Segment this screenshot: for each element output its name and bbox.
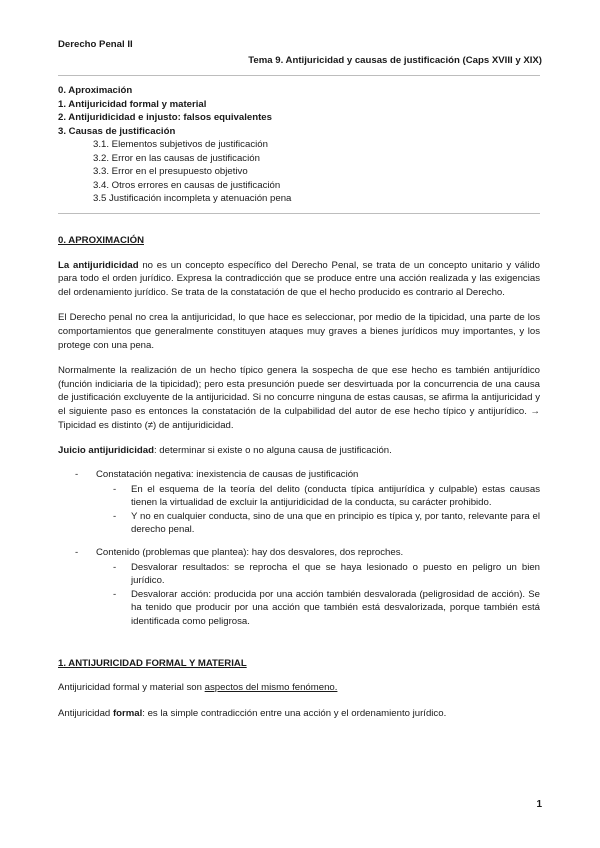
- paragraph: [58, 259, 540, 300]
- dash-bullet: -: [113, 483, 117, 495]
- dash-bullet: -: [113, 588, 117, 600]
- list-item-text: Contenido (problemas que plantea): hay dos desvalores, dos reproches.: [96, 546, 404, 558]
- document-body: [58, 234, 540, 732]
- paragraph: El Derecho penal no crea la antijuricidad, lo que hace es seleccionar, por medio de la tipicidad, una parte de los comportamientos que generalmente constituyen ataques muy graves a bienes jurídicos muy importantes, y los protege con una pena.: [58, 312, 540, 351]
- toc-item: 1. Antijuricidad formal y material: [58, 98, 207, 110]
- sub-list-item-text: En el esquema de la teoría del delito (conducta típica antijurídica y culpable) estas causas tienen la virtualidad de excluir la antijuridicidad de la conducta, su carácter prohibido.: [131, 483, 540, 509]
- paragraph: [58, 707, 540, 721]
- underlined-phrase: aspectos del mismo fenómeno.: [204, 682, 338, 694]
- paragraph-text: : es la simple contradicción entre una acción y el ordenamiento jurídico.: [142, 707, 447, 719]
- list-item: [58, 468, 540, 537]
- term-antijuridicidad: La antijuridicidad: [58, 259, 139, 271]
- dash-bullet: -: [113, 510, 117, 522]
- header-rule: [58, 75, 540, 76]
- course-header: Derecho Penal II: [58, 39, 133, 50]
- toc-rule: [58, 213, 540, 214]
- tipicidad-note: → Tipicidad es distinto (≠) de antijuridicidad.: [58, 406, 540, 431]
- section-title-formal-material: 1. ANTIJURICIDAD FORMAL Y MATERIAL: [58, 657, 247, 669]
- toc-subitem: 3.4. Otros errores en causas de justificación: [93, 179, 281, 191]
- bullet-list: [58, 468, 540, 629]
- sub-list-item: [96, 483, 540, 510]
- sub-list-item: [96, 561, 540, 588]
- sub-list-item-text: Desvalorar resultados: se reprocha el que se haya lesionado o puesto en peligro un bien jurídico.: [131, 561, 540, 587]
- toc-subitem: 3.1. Elementos subjetivos de justificación: [93, 139, 268, 150]
- term-juicio: Juicio antijuridicidad: [58, 445, 154, 457]
- paragraph-text: no es un concepto específico del Derecho Penal, se trata de un concepto unitario y válido para todo el orden jurídico. Expresa la contradicción que se produce entre una acción realizada y las exigencias del ordenamiento jurídico. Se trata de la constatación de que el hecho producido es contrario al Derecho.: [58, 259, 540, 298]
- dash-bullet: -: [75, 546, 79, 558]
- table-of-contents: [58, 84, 540, 206]
- dash-bullet: -: [113, 561, 117, 573]
- list-item-text: Constatación negativa: inexistencia de causas de justificación: [96, 468, 359, 480]
- toc-subitem: 3.2. Error en las causas de justificación: [93, 152, 260, 164]
- sub-list-item-text: Desvalorar acción: producida por una acción también desvalorada (peligrosidad de acción). Se ha tenido que producir por una acción que también está desvalorizada, porque también está identificada como peligrosa.: [131, 588, 540, 628]
- toc-subitem: 3.3. Error en el presupuesto objetivo: [93, 166, 248, 177]
- paragraph-text: Antijuricidad: [58, 707, 113, 719]
- term-formal: formal: [112, 707, 143, 719]
- sub-bullet-list: [96, 483, 540, 537]
- page-number: 1: [536, 799, 542, 810]
- paragraph: [58, 364, 540, 432]
- list-item: [58, 546, 540, 629]
- toc-item: 3. Causas de justificación: [58, 125, 176, 137]
- paragraph-text: Antijuricidad formal y material son: [58, 682, 205, 694]
- toc-subitem: 3.5 Justificación incompleta y atenuación pena: [93, 193, 292, 204]
- paragraph-text: : determinar si existe o no alguna causa de justificación.: [153, 445, 392, 457]
- topic-header: Tema 9. Antijuricidad y causas de justificación (Caps XVIII y XIX): [248, 55, 542, 66]
- sub-list-item: [96, 588, 540, 629]
- dash-bullet: -: [75, 468, 79, 480]
- sub-list-item-text: Y no en cualquier conducta, sino de una que en principio es típica y, por tanto, relevante para el derecho penal.: [131, 510, 540, 536]
- paragraph: [58, 444, 540, 458]
- section-title-aproximacion: 0. APROXIMACIÓN: [58, 235, 144, 246]
- sub-bullet-list: [96, 561, 540, 629]
- paragraph: [58, 681, 540, 695]
- paragraph-text: Normalmente la realización de un hecho típico genera la sospecha de que ese hecho es también antijurídico (función indiciaria de la tipicidad); pero esta presunción puede ser desvirtuada por la concurrencia de una causa de justificación excluyente de la antijuricidad. Si no concurre ninguna de estas causas, se afirma la antijuricidad y el siguiente paso es entonces la constatación de la culpabilidad del autor de ese hecho típico y antijurídico.: [58, 365, 540, 418]
- sub-list-item: [96, 510, 540, 537]
- toc-item: 0. Aproximación: [58, 85, 133, 96]
- toc-item: 2. Antijuridicidad e injusto: falsos equivalentes: [58, 112, 272, 123]
